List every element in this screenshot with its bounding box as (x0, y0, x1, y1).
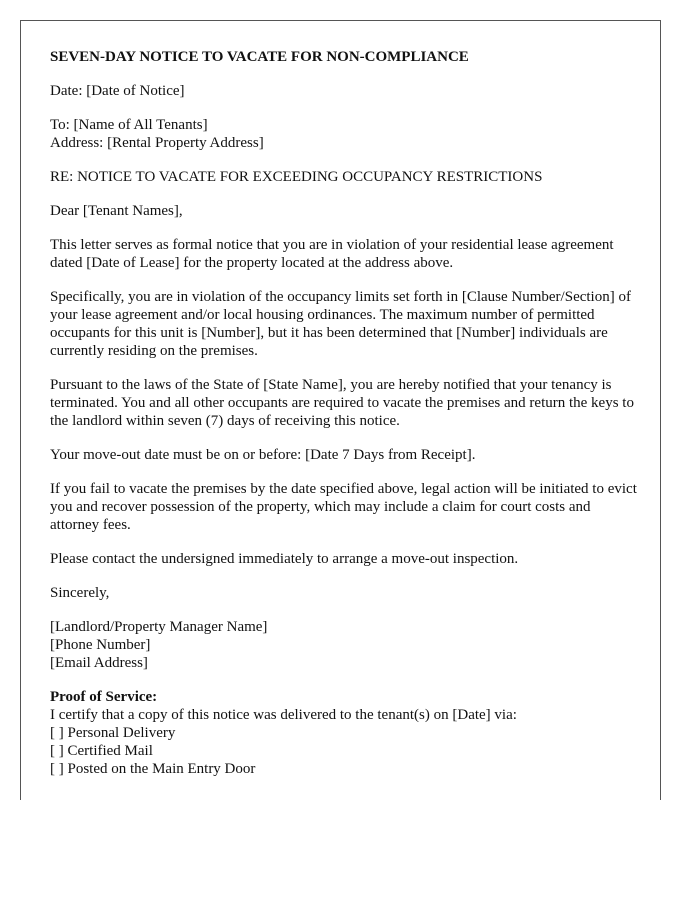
signature-phone: [Phone Number] (50, 637, 151, 653)
paragraph-violation: This letter serves as formal notice that you are in violation of your residential lease agreement dated [Date of Lease] for the property located at the address above. (50, 237, 614, 271)
signature-email: [Email Address] (50, 655, 148, 671)
proof-option-personal-delivery: [ ] Personal Delivery (50, 725, 176, 741)
proof-option-posted-door: [ ] Posted on the Main Entry Door (50, 761, 256, 777)
proof-of-service (50, 688, 640, 778)
document-page (20, 20, 661, 800)
to-line: To: [Name of All Tenants] (50, 117, 208, 133)
paragraph-move-out-date: Your move-out date must be on or before: [Date 7 Days from Receipt]. (50, 447, 476, 463)
notice-title: SEVEN-DAY NOTICE TO VACATE FOR NON-COMPLIANCE (50, 49, 469, 65)
proof-heading: Proof of Service: (50, 689, 158, 705)
closing: Sincerely, (50, 585, 110, 601)
signature-name: [Landlord/Property Manager Name] (50, 619, 268, 635)
paragraph-contact: Please contact the undersigned immediately to arrange a move-out inspection. (50, 551, 519, 567)
paragraph-termination: Pursuant to the laws of the State of [State Name], you are hereby notified that your tenancy is terminated. You and all other occupants are required to vacate the premises and return the keys to the landlord within seven (7) days of receiving this notice. (50, 377, 634, 429)
proof-statement: I certify that a copy of this notice was delivered to the tenant(s) on [Date] via: (50, 707, 517, 723)
proof-option-certified-mail: [ ] Certified Mail (50, 743, 153, 759)
letter-body (50, 48, 640, 778)
salutation: Dear [Tenant Names], (50, 203, 183, 219)
date-line: Date: [Date of Notice] (50, 83, 185, 99)
paragraph-occupancy: Specifically, you are in violation of the occupancy limits set forth in [Clause Number/Section] of your lease agreement and/or local housing ordinances. The maximum number of permitted occupants for this unit is [Number], but it has been determined that [Number] individuals are currently residing on the premises. (50, 289, 631, 359)
paragraph-legal-action: If you fail to vacate the premises by the date specified above, legal action will be initiated to evict you and recover possession of the property, which may include a claim for court costs and attorney fees. (50, 481, 637, 533)
recipient-block (50, 116, 640, 152)
address-line: Address: [Rental Property Address] (50, 135, 264, 151)
signature-block (50, 618, 640, 672)
re-line: RE: NOTICE TO VACATE FOR EXCEEDING OCCUPANCY RESTRICTIONS (50, 169, 543, 185)
